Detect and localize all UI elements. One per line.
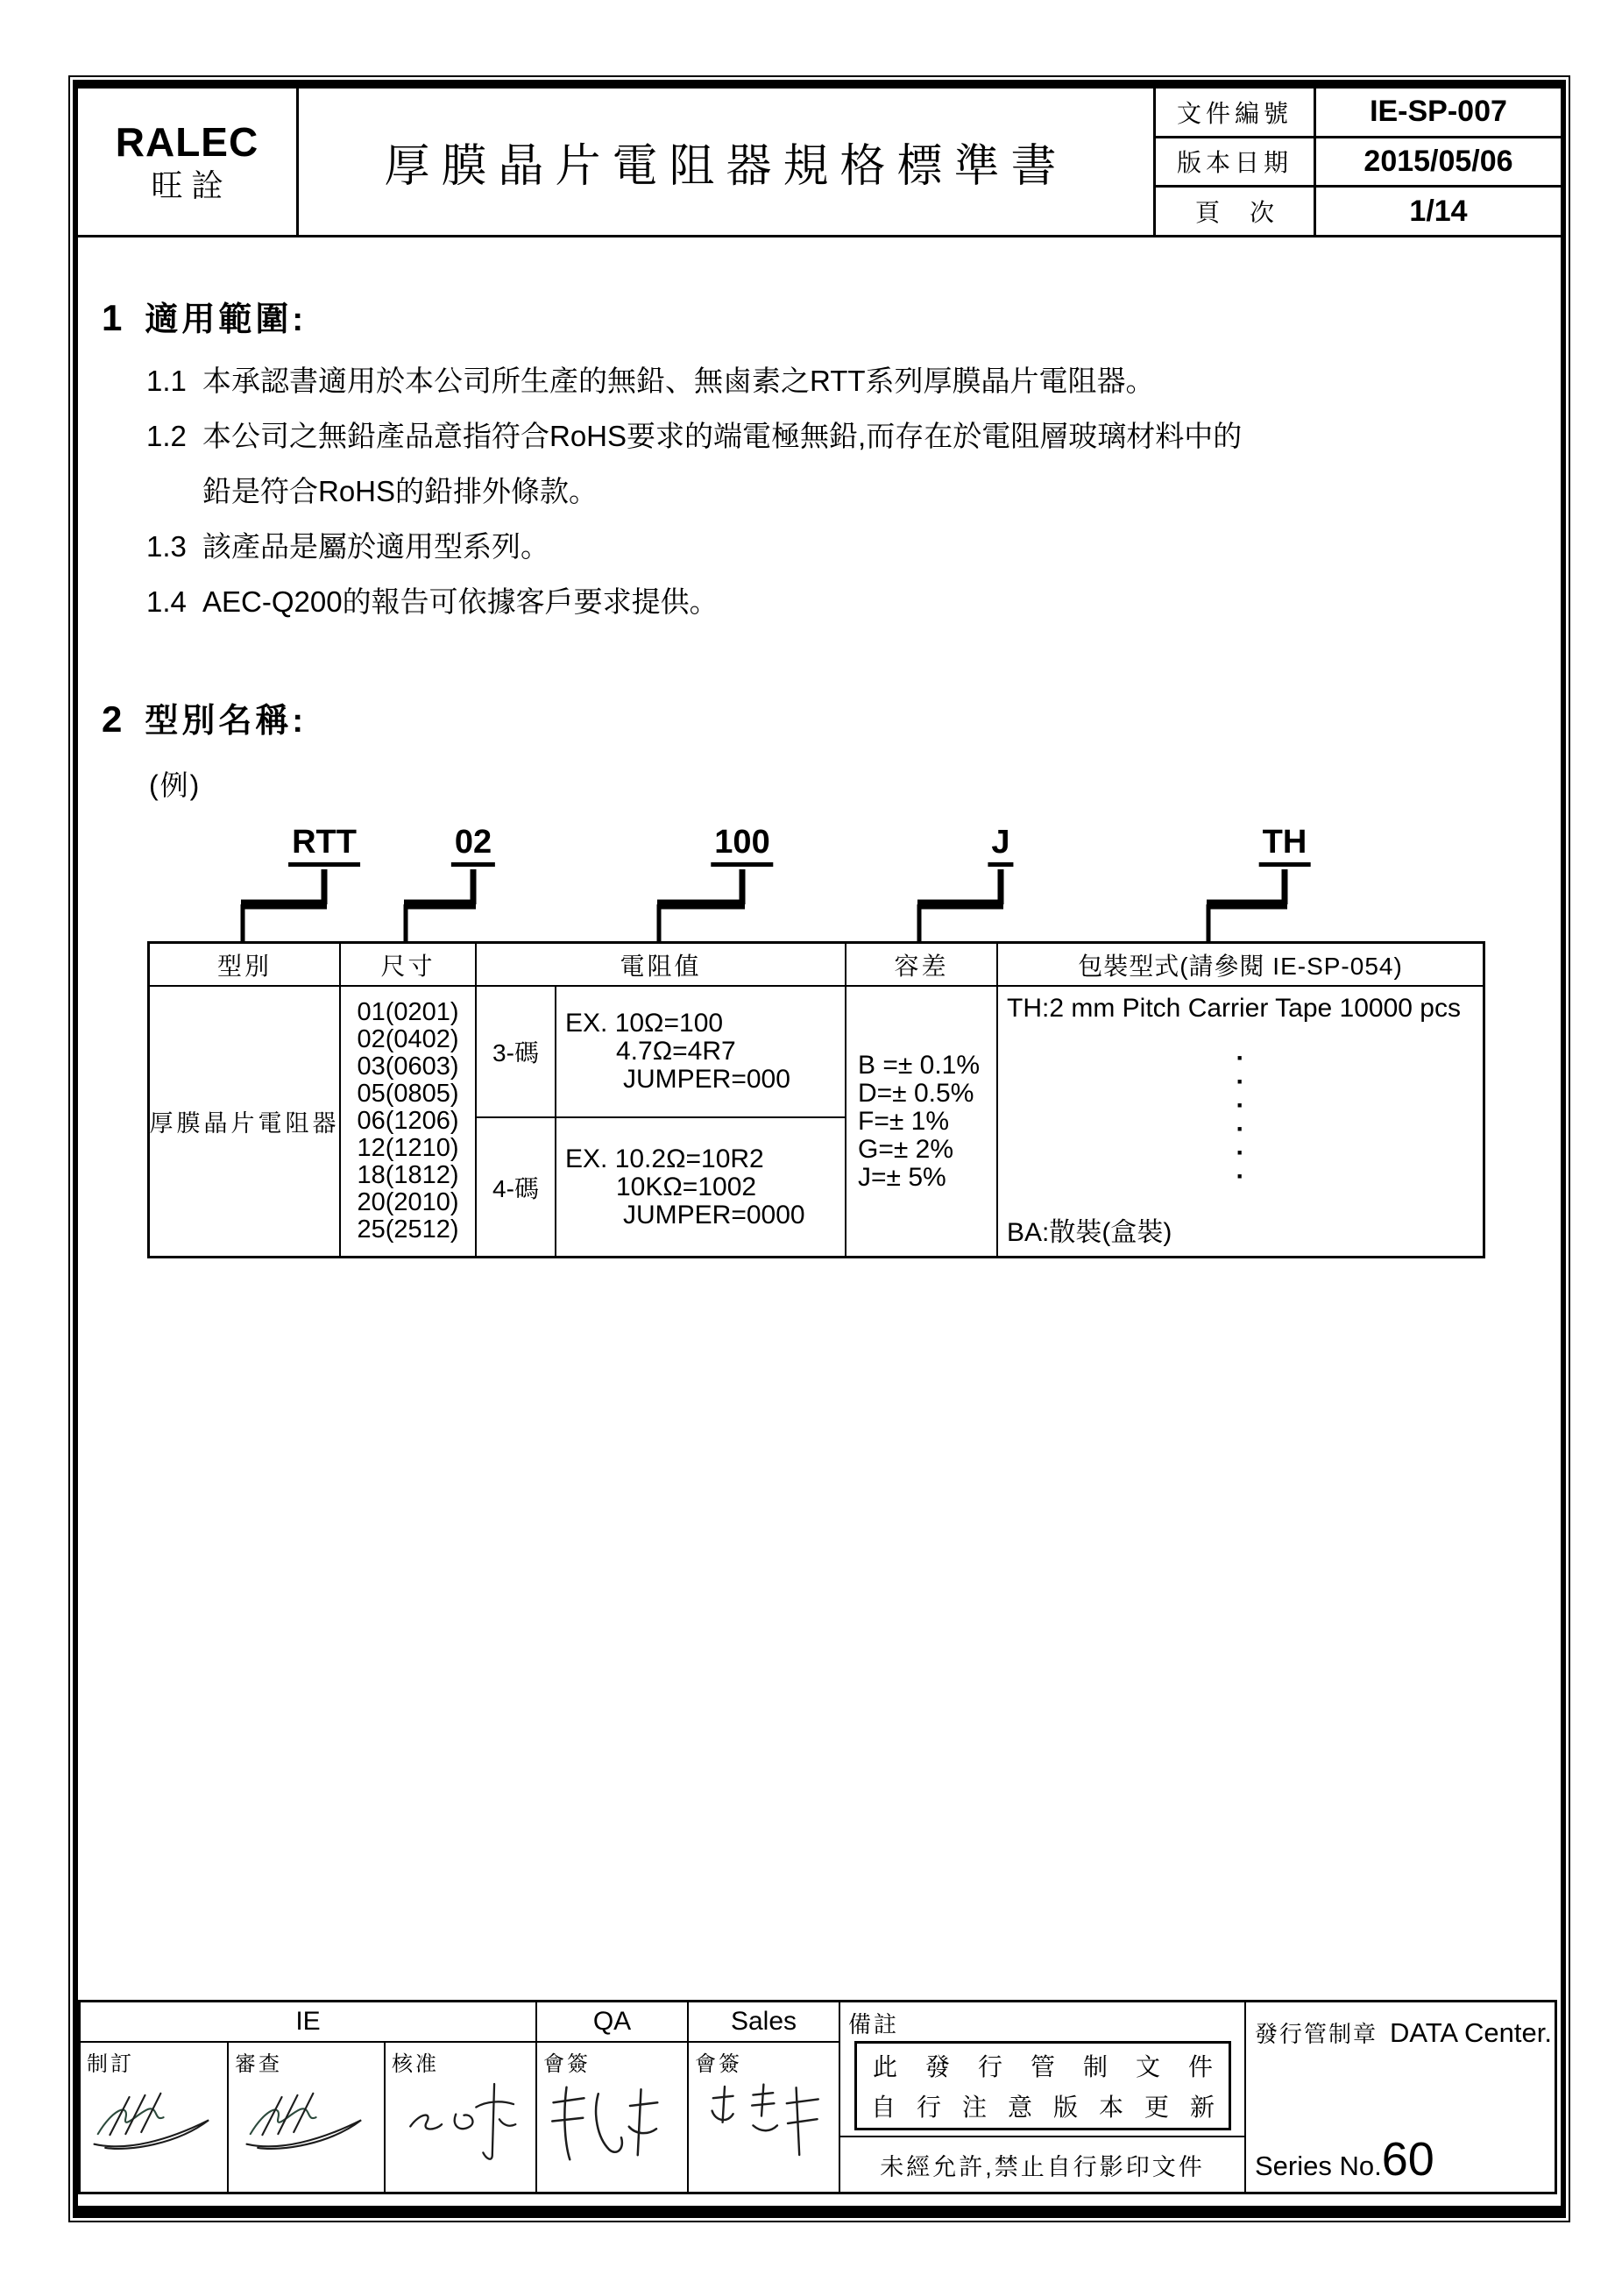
size-code: 01(0201) <box>357 998 459 1026</box>
size-code: 03(0603) <box>357 1052 459 1081</box>
cell-model-name: 厚膜晶片電阻器 <box>150 987 339 1256</box>
size-code: 05(0805) <box>357 1080 459 1108</box>
example-label: (例) <box>149 769 202 801</box>
part-code-packaging: TH <box>1259 823 1311 867</box>
dot: · <box>1236 1090 1245 1120</box>
clause-1-2-continuation <box>146 464 1513 519</box>
clause-number: 1.2 <box>146 420 187 452</box>
dot: · <box>1236 1067 1245 1096</box>
clause-text: AEC-Q200的報告可依據客戶要求提供。 <box>202 585 719 618</box>
cell-4digit-examples <box>556 1118 845 1256</box>
resistance-example: JUMPER=0000 <box>623 1200 805 1229</box>
clause-text: 鉛是符合RoHS的鉛排外條款。 <box>202 475 599 507</box>
role-label-review: 審查 <box>235 2052 282 2076</box>
remarks-label: 備註 <box>848 2011 900 2037</box>
issue-stamp-label: 發行管制章 <box>1255 2021 1378 2047</box>
signature-cell-approve <box>386 2043 535 2192</box>
remarks-cell <box>840 2002 1244 2192</box>
dept-header-ie: IE <box>81 2002 535 2041</box>
clause-text: 本承認書適用於本公司所生產的無鉛、無鹵素之RTT系列厚膜晶片電阻器。 <box>202 365 1155 397</box>
version-date-value: 2015/05/06 <box>1316 138 1561 186</box>
signature-cell-qa-countersign <box>537 2043 687 2192</box>
dept-header-qa: QA <box>537 2002 687 2041</box>
clause-1-1 <box>146 353 1513 408</box>
size-code: 12(1210) <box>357 1134 459 1162</box>
approval-footer-table <box>78 2000 1557 2194</box>
doc-number-value: IE-SP-007 <box>1316 89 1561 136</box>
doc-number-label: 文件編號 <box>1156 89 1314 136</box>
packaging-option-ba: BA:散裝(盒裝) <box>1007 1218 1172 1247</box>
resistance-example: 4.7Ω=4R7 <box>616 1037 736 1066</box>
section2-number: 2 <box>102 698 123 740</box>
part-code-size: 02 <box>451 823 495 867</box>
cell-packaging <box>998 987 1483 1256</box>
document-info-table <box>1153 89 1561 235</box>
resistance-example: 10KΩ=1002 <box>616 1172 757 1201</box>
version-date-label: 版本日期 <box>1156 138 1314 186</box>
company-name-en: RALEC <box>115 118 259 165</box>
column-header-model: 型別 <box>150 944 339 985</box>
section1-body <box>146 353 1513 629</box>
part-number-spec-table <box>147 941 1485 1258</box>
page-number-value: 1/14 <box>1316 188 1561 235</box>
signature-scribble <box>547 2072 678 2175</box>
dot: · <box>1236 1161 1245 1191</box>
ellipsis-dots <box>1007 1024 1474 1210</box>
page-number-label: 頁次 <box>1156 188 1314 235</box>
signature-scribble <box>237 2071 376 2176</box>
document-title: 厚膜晶片電阻器規格標準書 <box>384 141 1068 192</box>
signature-scribble <box>85 2071 223 2176</box>
clause-number: 1.3 <box>146 530 187 563</box>
section1-heading <box>102 292 307 340</box>
dot: · <box>1236 1043 1245 1073</box>
size-code: 25(2512) <box>357 1215 459 1244</box>
packaging-option-th: TH:2 mm Pitch Carrier Tape 10000 pcs <box>1007 994 1461 1023</box>
issue-control-stamp-cell <box>1246 2002 1555 2192</box>
resistance-example: JUMPER=000 <box>623 1065 790 1094</box>
controlled-document-line1: 此發行管制文件 <box>872 2053 1241 2080</box>
column-header-size: 尺寸 <box>341 944 475 985</box>
clause-1-4 <box>146 574 1513 629</box>
cell-3digit-examples <box>556 987 845 1116</box>
part-code-resistance: 100 <box>711 823 773 867</box>
signature-scribble <box>698 2072 830 2175</box>
tolerance-entry: G=± 2% <box>858 1134 954 1164</box>
signature-cell-sales-countersign <box>689 2043 839 2192</box>
tolerance-entry: D=± 0.5% <box>858 1078 974 1108</box>
clause-1-3 <box>146 519 1513 574</box>
section1-title: 適用範圍: <box>145 301 308 338</box>
signature-cell-draft <box>81 2043 227 2192</box>
role-label-countersign: 會簽 <box>543 2052 591 2076</box>
size-code: 18(1812) <box>357 1161 459 1189</box>
column-header-resistance: 電阻值 <box>477 944 845 985</box>
controlled-document-box <box>854 2041 1241 2130</box>
series-number-label: Series No. <box>1255 2151 1382 2181</box>
column-header-tolerance: 容差 <box>846 944 996 985</box>
signature-scribble <box>395 2075 527 2172</box>
company-logo <box>78 89 299 235</box>
role-label-approve: 核准 <box>392 2052 439 2076</box>
clause-text: 該產品是屬於適用型系列。 <box>202 530 549 563</box>
part-code-series: RTT <box>288 823 360 867</box>
cell-3digit-label: 3-碼 <box>477 987 555 1116</box>
column-header-packaging: 包裝型式(請參閱 IE-SP-054) <box>998 944 1483 985</box>
no-copy-notice: 未經允許,禁止自行影印文件 <box>880 2154 1205 2180</box>
role-label-countersign: 會簽 <box>695 2052 742 2076</box>
remarks-divider <box>840 2136 1244 2137</box>
controlled-document-line2: 自行注意版本更新 <box>870 2094 1236 2121</box>
tolerance-entry: F=± 1% <box>858 1106 950 1136</box>
section1-number: 1 <box>102 297 123 338</box>
dept-header-sales: Sales <box>689 2002 839 2041</box>
resistance-example: EX. 10Ω=100 <box>565 1009 724 1038</box>
clause-number: 1.4 <box>146 585 187 618</box>
clause-1-2 <box>146 408 1513 464</box>
clause-number: 1.1 <box>146 365 187 397</box>
company-name-cn: 旺詮 <box>151 167 232 203</box>
document-header <box>78 89 1561 237</box>
tolerance-entry: J=± 5% <box>858 1162 946 1192</box>
part-code-tolerance: J <box>988 823 1013 867</box>
page-border-frame <box>68 75 1570 2222</box>
size-code: 06(1206) <box>357 1107 459 1135</box>
series-number-value: 60 <box>1381 2133 1434 2186</box>
resistance-example: EX. 10.2Ω=10R2 <box>565 1144 764 1173</box>
dot: · <box>1236 1114 1245 1144</box>
tolerance-entry: B =± 0.1% <box>858 1050 981 1080</box>
section2-title: 型別名稱: <box>145 703 308 740</box>
cell-size-codes <box>341 987 475 1256</box>
issue-stamp-value: DATA Center. <box>1390 2017 1552 2048</box>
part-number-connector-lines <box>78 869 1561 941</box>
size-code: 20(2010) <box>357 1188 459 1216</box>
size-code: 02(0402) <box>357 1025 459 1053</box>
dot: · <box>1236 1137 1245 1167</box>
section2-heading <box>102 693 307 741</box>
cell-4digit-label: 4-碼 <box>477 1118 555 1256</box>
role-label-draft: 制訂 <box>87 2052 134 2076</box>
clause-text: 本公司之無鉛產品意指符合RoHS要求的端電極無鉛,而存在於電阻層玻璃材料中的 <box>202 420 1243 452</box>
signature-cell-review <box>229 2043 384 2192</box>
page-border-inner <box>73 80 1566 2218</box>
cell-tolerances <box>846 987 996 1256</box>
